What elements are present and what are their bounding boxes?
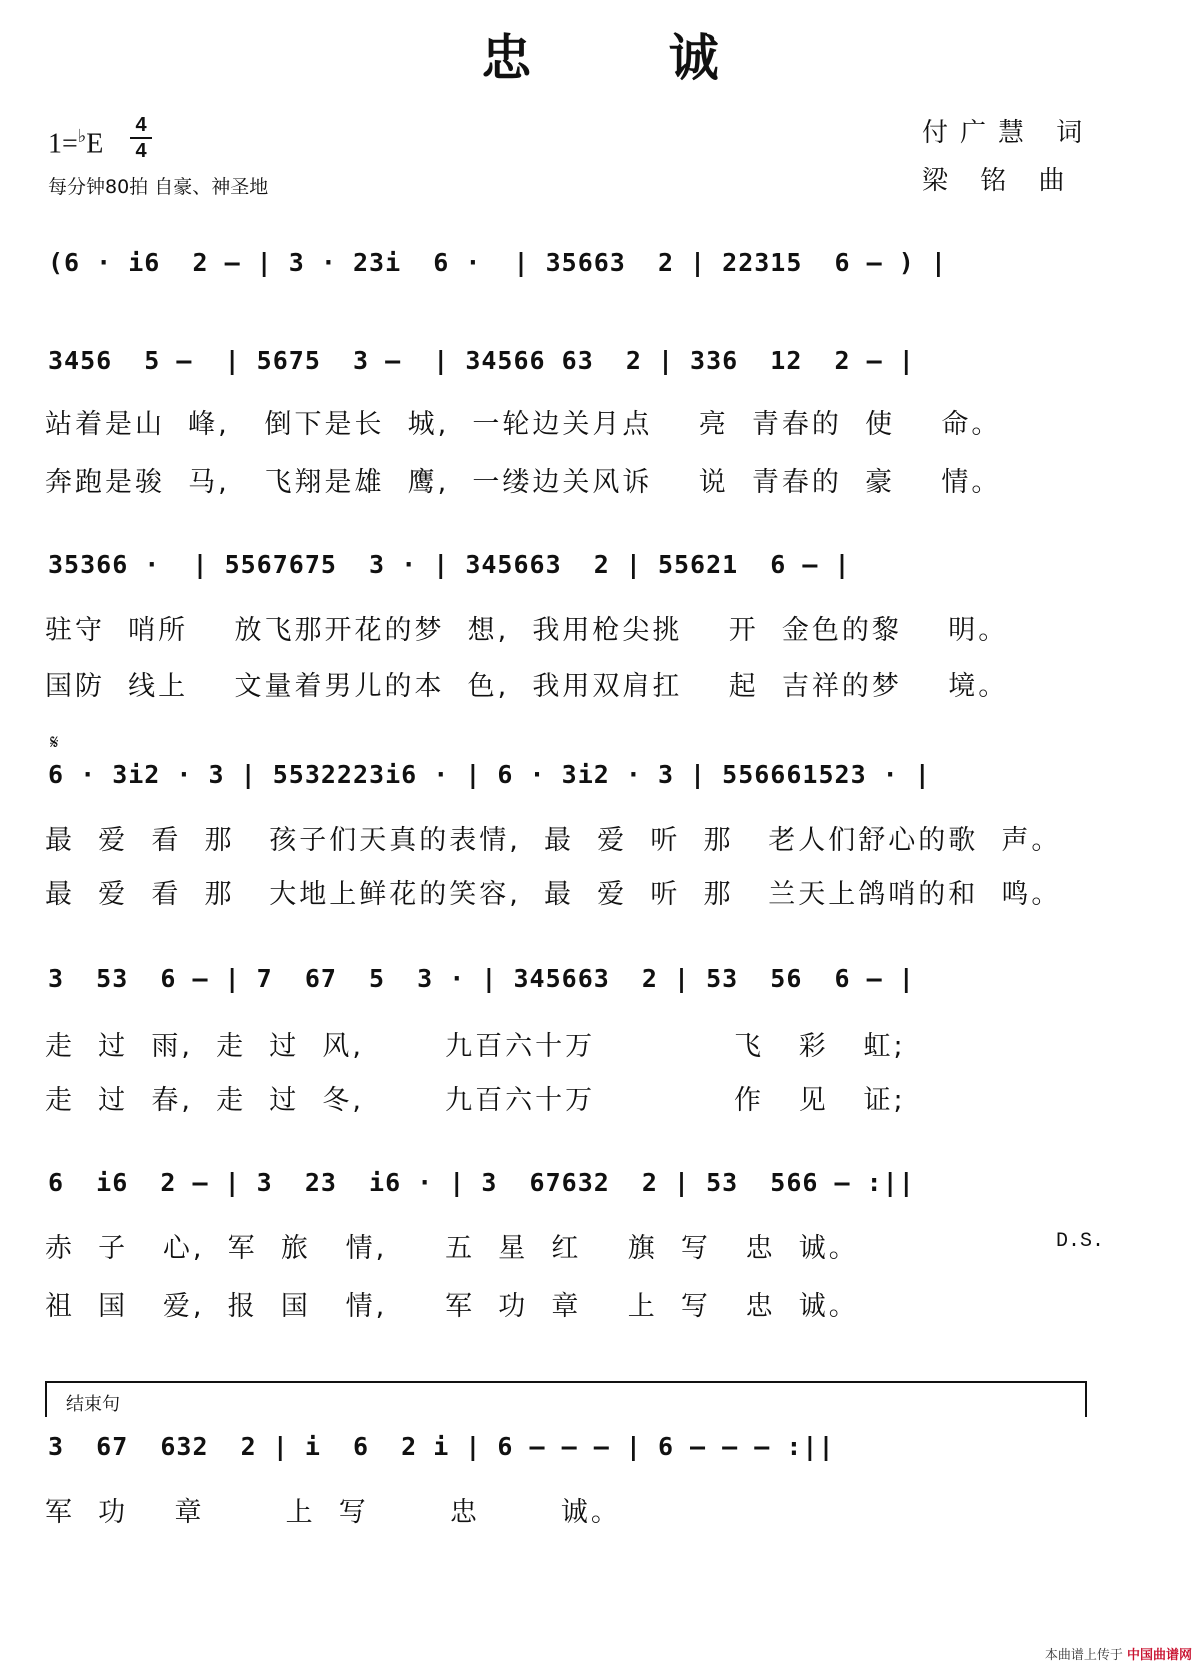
notation-line-3: 35366 · | 5567675 3 · | 345663 2 | 55621 6 – | xyxy=(48,550,851,579)
key-note: E xyxy=(86,128,104,160)
time-divider xyxy=(130,137,152,139)
lyric-line: 站着是山 峰, 倒下是长 城, 一轮边关月点 亮 青春的 使 命。 xyxy=(45,409,1002,440)
key-signature xyxy=(48,126,103,160)
site-logo[interactable]: 中国曲谱网 xyxy=(1126,1648,1192,1663)
tempo-marking: 每分钟80拍 自豪、神圣地 xyxy=(48,176,269,198)
lyric-line: 驻守 哨所 放飞那开花的梦 想, 我用枪尖挑 开 金色的黎 明。 xyxy=(45,615,1009,646)
lyric-line: 祖 国 爱, 报 国 情, 军 功 章 上 写 忠 诚。 xyxy=(45,1291,859,1322)
time-denominator: 4 xyxy=(135,140,147,162)
notation-line-5: 3 53 6 – | 7 67 5 3 · | 345663 2 | 53 56 6 – | xyxy=(48,964,915,993)
lyricist-credit: 付广慧 词 xyxy=(922,118,1095,148)
notation-line-2: 3456 5 – | 5675 3 – | 34566 63 2 | 336 12 2 – | xyxy=(48,346,915,375)
footer-credit xyxy=(1045,1644,1192,1663)
dal-segno-mark: D.S. xyxy=(1056,1230,1105,1253)
composer-credit: 梁 铭 曲 xyxy=(922,166,1077,196)
notation-line-1: (6 · i6 2 – | 3 · 23i 6 · | 35663 2 | 22315 6 – ) | xyxy=(48,248,947,277)
lyric-line: 走 过 雨, 走 过 风, 九百六十万 飞 彩 虹; xyxy=(45,1031,906,1062)
notation-line-ending: 3 67 632 2 | i 6 2 i | 6 – – – | 6 – – – :|| xyxy=(48,1432,835,1461)
lyric-line: 最 爱 看 那 孩子们天真的表情, 最 爱 听 那 老人们舒心的歌 声。 xyxy=(45,825,1062,856)
segno-sign: 𝄋 xyxy=(50,730,59,754)
flat-sign: ♭ xyxy=(77,126,87,146)
time-numerator: 4 xyxy=(135,114,147,136)
notation-line-6: 6 i6 2 – | 3 23 i6 · | 3 67632 2 | 53 566 – :|| xyxy=(48,1168,915,1197)
lyric-line: 奔跑是骏 马, 飞翔是雄 鹰, 一缕边关风诉 说 青春的 豪 情。 xyxy=(45,467,1002,498)
lyric-line: 赤 子 心, 军 旅 情, 五 星 红 旗 写 忠 诚。 xyxy=(45,1233,859,1264)
ending-bracket xyxy=(45,1381,1087,1417)
key-prefix: 1= xyxy=(48,128,78,160)
lyric-line: 最 爱 看 那 大地上鲜花的笑容, 最 爱 听 那 兰天上鸽哨的和 鸣。 xyxy=(45,879,1062,910)
song-title: 忠 诚 xyxy=(481,28,779,87)
lyric-line: 军 功 章 上 写 忠 诚。 xyxy=(45,1497,621,1528)
lyric-line: 走 过 春, 走 过 冬, 九百六十万 作 见 证; xyxy=(45,1085,906,1116)
notation-line-4: 6 · 3i2 · 3 | 5532223i6 · | 6 · 3i2 · 3 | 556661523 · | xyxy=(48,760,931,789)
footer-prefix: 本曲谱上传于 xyxy=(1044,1648,1123,1663)
time-signature xyxy=(130,114,152,162)
ending-label: 结束句 xyxy=(66,1394,120,1415)
lyric-line: 国防 线上 文量着男儿的本 色, 我用双肩扛 起 吉祥的梦 境。 xyxy=(45,671,1009,702)
